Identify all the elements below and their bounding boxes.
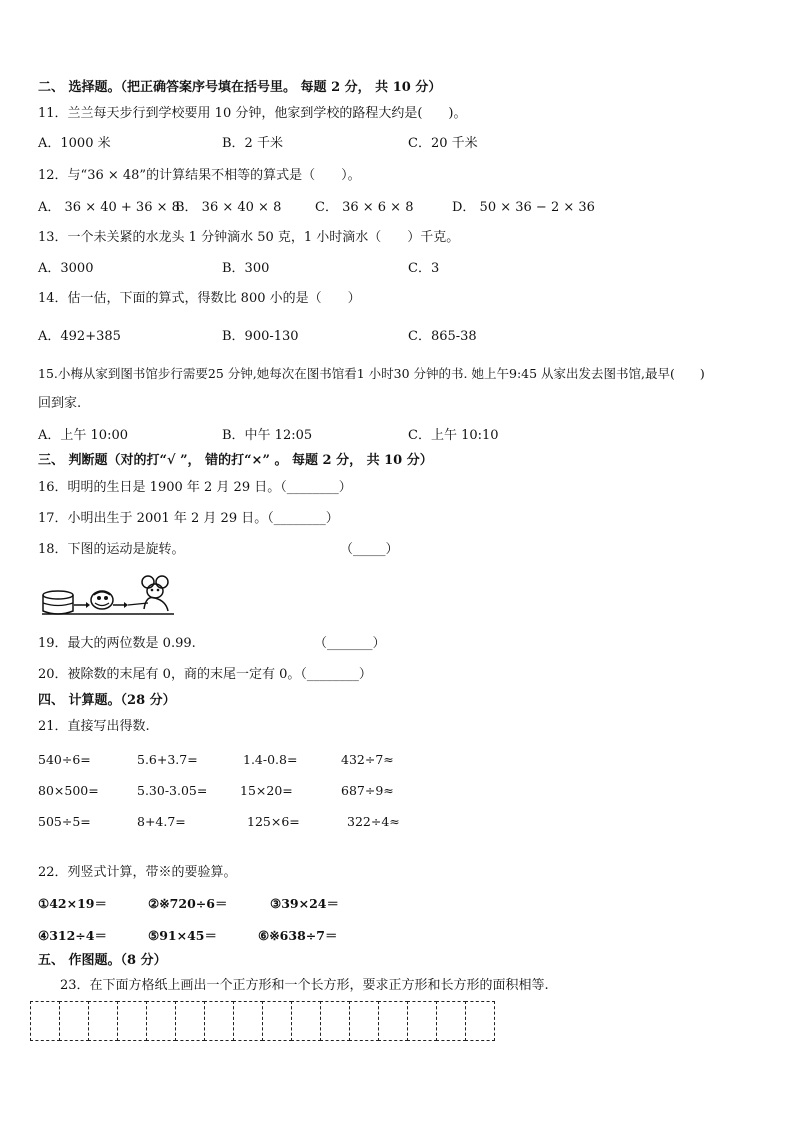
grid-cell[interactable] bbox=[407, 1001, 437, 1041]
question-21: 21．直接写出得数. bbox=[38, 719, 150, 734]
section-5-title: 五、 作图题。（8 分） bbox=[38, 953, 167, 968]
grid-cell[interactable] bbox=[88, 1001, 118, 1041]
q14-option-c: C．865-38 bbox=[408, 329, 477, 344]
question-22: 22．列竖式计算，带※的要验算。 bbox=[38, 865, 237, 880]
q21-item: 5.30-3.05= bbox=[137, 783, 208, 798]
q21-item: 687÷9≈ bbox=[341, 783, 394, 798]
q21-item: 432÷7≈ bbox=[341, 752, 394, 767]
question-23: 23．在下面方格纸上画出一个正方形和一个长方形，要求正方形和长方形的面积相等. bbox=[60, 978, 549, 993]
grid-cell[interactable] bbox=[349, 1001, 379, 1041]
q12-option-d: D． 50 × 36 − 2 × 36 bbox=[452, 200, 595, 215]
q11-option-c: C．20 千米 bbox=[408, 136, 478, 151]
question-14: 14．估一估，下面的算式，得数比 800 小的是（ ） bbox=[38, 291, 361, 306]
q14-option-a: A．492+385 bbox=[38, 329, 121, 344]
question-11: 11．兰兰每天步行到学校要用 10 分钟，他家到学校的路程大约是( )。 bbox=[38, 106, 467, 121]
q21-item: 5.6+3.7= bbox=[137, 752, 198, 767]
q22-item: ③39×24＝ bbox=[270, 896, 339, 911]
grid-cell[interactable] bbox=[378, 1001, 408, 1041]
q22-item: ①42×19＝ bbox=[38, 896, 107, 911]
section-3-title: 三、 判断题（对的打“√ ”， 错的打“×” 。 每题 2 分， 共 10 分） bbox=[38, 453, 433, 468]
grid-cell[interactable] bbox=[465, 1001, 495, 1041]
q11-option-b: B．2 千米 bbox=[222, 136, 283, 151]
q22-item: ⑤91×45＝ bbox=[148, 928, 217, 943]
square-grid-paper[interactable] bbox=[30, 1001, 494, 1041]
grid-cell[interactable] bbox=[117, 1001, 147, 1041]
q14-option-b: B．900-130 bbox=[222, 329, 299, 344]
q12-option-a: A． 36 × 40 + 36 × 8 bbox=[38, 200, 180, 215]
q21-item: 15×20= bbox=[240, 783, 293, 798]
section-2-title: 二、 选择题。（把正确答案序号填在括号里。 每题 2 分， 共 10 分） bbox=[38, 80, 442, 95]
grid-cell[interactable] bbox=[436, 1001, 466, 1041]
q12-option-b: B． 36 × 40 × 8 bbox=[175, 200, 282, 215]
section-4-title: 四、 计算题。（28 分） bbox=[38, 693, 176, 708]
q22-item: ④312÷4＝ bbox=[38, 928, 107, 943]
grid-cell[interactable] bbox=[204, 1001, 234, 1041]
q11-option-a: A．1000 米 bbox=[38, 136, 111, 151]
grid-cell[interactable] bbox=[233, 1001, 263, 1041]
question-15: 15.小梅从家到图书馆步行需要25 分钟,她每次在图书馆看1 小时30 分钟的书. 她上午9:45 从家出发去图书馆,最早( ) bbox=[38, 366, 705, 381]
q21-item: 125×6= bbox=[247, 814, 300, 829]
question-13: 13．一个未关紧的水龙头 1 分钟滴水 50 克，1 小时滴水（ ）千克。 bbox=[38, 230, 460, 245]
q21-item: 322÷4≈ bbox=[347, 814, 400, 829]
grid-cell[interactable] bbox=[59, 1001, 89, 1041]
question-18: 18．下图的运动是旋转。 bbox=[38, 542, 185, 557]
grid-cell[interactable] bbox=[291, 1001, 321, 1041]
q15-option-b: B．中午 12:05 bbox=[222, 428, 313, 443]
q13-option-a: A．3000 bbox=[38, 261, 94, 276]
question-17: 17．小明出生于 2001 年 2 月 29 日。（________） bbox=[38, 511, 339, 526]
question-19: 19．最大的两位数是 0.99. bbox=[38, 636, 196, 651]
q13-option-c: C．3 bbox=[408, 261, 440, 276]
q18-motion-picture bbox=[40, 573, 176, 617]
q21-item: 505÷5= bbox=[38, 814, 91, 829]
grid-cell[interactable] bbox=[146, 1001, 176, 1041]
q15-option-a: A．上午 10:00 bbox=[38, 428, 128, 443]
q22-item: ⑥※638÷7＝ bbox=[258, 928, 338, 943]
grid-cell[interactable] bbox=[320, 1001, 350, 1041]
question-15-continuation: 回到家. bbox=[38, 396, 82, 411]
grid-cell[interactable] bbox=[175, 1001, 205, 1041]
grid-cell[interactable] bbox=[262, 1001, 292, 1041]
q21-item: 80×500= bbox=[38, 783, 99, 798]
q12-option-c: C． 36 × 6 × 8 bbox=[315, 200, 414, 215]
q18-answer-blank: （_____） bbox=[340, 542, 399, 557]
q13-option-b: B．300 bbox=[222, 261, 270, 276]
question-16: 16．明明的生日是 1900 年 2 月 29 日。（________） bbox=[38, 480, 352, 495]
q15-option-c: C．上午 10:10 bbox=[408, 428, 499, 443]
q21-item: 1.4-0.8= bbox=[243, 752, 298, 767]
q21-item: 540÷6= bbox=[38, 752, 91, 767]
q22-item: ②※720÷6＝ bbox=[148, 896, 228, 911]
grid-cell[interactable] bbox=[30, 1001, 60, 1041]
q19-answer-blank: （_______） bbox=[314, 636, 386, 651]
q21-item: 8+4.7= bbox=[137, 814, 186, 829]
question-12: 12．与“36 × 48”的计算结果不相等的算式是（ ）。 bbox=[38, 168, 361, 183]
question-20: 20．被除数的末尾有 0，商的末尾一定有 0。（________） bbox=[38, 667, 372, 682]
